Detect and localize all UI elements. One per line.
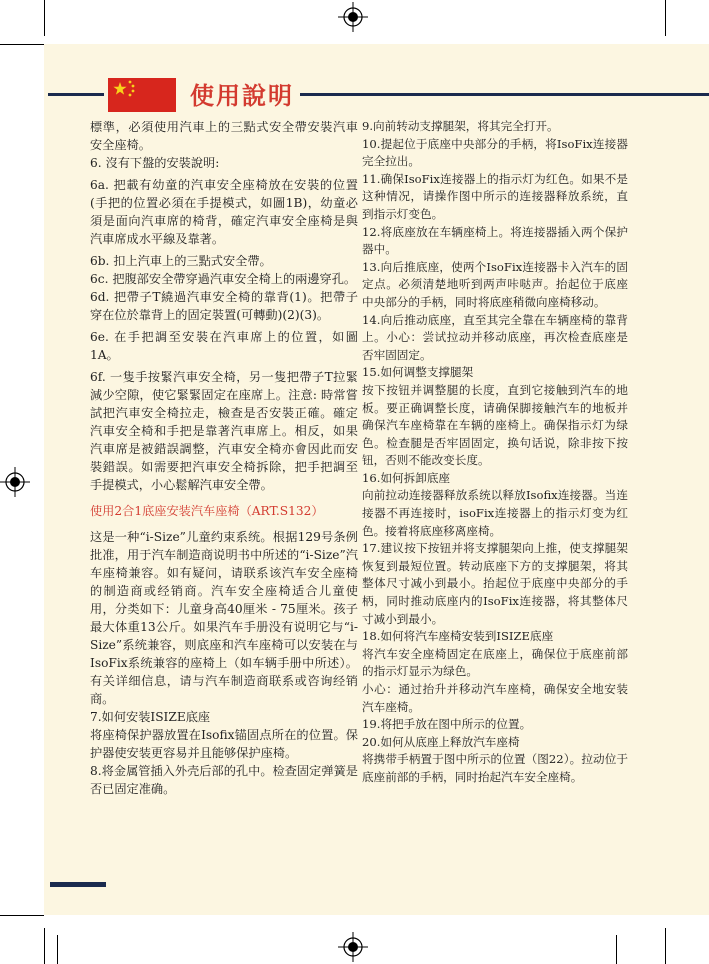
paragraph: 将携带手柄置于图中所示的位置（图22）。拉动位于底座前部的手柄，同时抬起汽车安全座椅。 [362, 752, 628, 784]
paragraph: 11.确保IsoFix连接器上的指示灯为红色。如果不是这种情况，请操作图中所示的连接器释放系统，直到指示灯变色。 [362, 171, 628, 221]
page-title: 使用說明 [190, 82, 294, 110]
crop-mark [665, 0, 666, 36]
paragraph: 20.如何从底座上释放汽车座椅 [362, 734, 520, 749]
footer-bar [50, 882, 106, 887]
paragraph: 9.向前转动支撑腿架，将其完全打开。 [362, 119, 559, 133]
crop-mark [0, 44, 44, 45]
paragraph: 向前拉动连接器释放系统以释放Isofix连接器。当连接器不再连接时，isoFix连接器上的指示灯变为红色。接着将底座移离座椅。 [362, 488, 628, 538]
paragraph: 6a. 把載有幼童的汽車安全座椅放在安裝的位置(手把的位置必須在手提模式，如圖1B)，幼童必須是面向汽車席的椅背，確定汽車安全座椅是與汽車席成水平線及靠著。 [90, 178, 358, 246]
paragraph: 19.将把手放在图中所示的位置。 [362, 717, 532, 732]
registration-mark-icon [0, 467, 30, 497]
paragraph: 7.如何安装ISIZE底座 [90, 710, 211, 724]
paragraph: 16.如何拆卸底座 [362, 470, 451, 485]
paragraph: 小心：通过抬升并移动汽车座椅，确保安全地安装汽车座椅。 [362, 682, 628, 714]
paragraph: 15.如何调整支撑腿架 [362, 365, 474, 380]
paragraph: 6b. 扣上汽車上的三點式安全帶。 [90, 254, 272, 268]
paragraph: 10.提起位于底座中央部分的手柄，将IsoFix连接器完全拉出。 [362, 136, 628, 169]
crop-mark [57, 935, 58, 964]
paragraph: 標準，必須使用汽車上的三點式安全帶安裝汽車安全座椅。 [90, 120, 358, 152]
crop-mark [44, 928, 45, 964]
paragraph: 将座椅保护器放置在Isofix锚固点所在的位置。保护器使安装更容易并且能够保护座椅。 [90, 728, 358, 760]
paragraph: 6. 沒有下盤的安裝說明: [90, 156, 220, 170]
crop-mark [665, 928, 666, 964]
paragraph: 按下按钮并调整腿的长度，直到它接触到汽车的地板。要正确调整长度，请确保脚接触汽车的地板并确保汽车座椅靠在车辆的座椅上。确保指示灯为绿色。检查腿是否牢固固定，换句话说，除非按下按钮，否则不能改变长度。 [362, 382, 628, 468]
crop-mark [616, 935, 617, 964]
paragraph: 6d. 把帶子T繞過汽車安全椅的靠背(1)。把帶子穿在位於靠背上的固定裝置(可轉動)(2)(3)。 [90, 290, 358, 322]
registration-mark-icon [338, 2, 368, 32]
crop-mark [0, 915, 44, 916]
paragraph: 6e. 在手把調至安裝在汽車席上的位置，如圖1A。 [90, 330, 358, 362]
paragraph: 8.将金属管插入外壳后部的孔中。检查固定弹簧是否已固定准确。 [90, 764, 358, 796]
right-text-column [362, 118, 628, 787]
crop-mark [44, 0, 45, 36]
paragraph: 14.向后推动底座，直至其完全靠在车辆座椅的靠背上。小心：尝试拉动并移动底座，再次检查底座是否牢固固定。 [362, 312, 628, 362]
paragraph: 6f. 一隻手按緊汽車安全椅，另一隻把帶子T拉緊減少空隙，使它緊緊固定在座席上。注意: 時常嘗試把汽車安全椅拉走，檢查是否安裝正確。確定汽車安全椅和手把是靠著汽車席上。相反，如果汽車席是被錯誤調整，汽車安全椅亦會因此而安裝錯誤。如需要把汽車安全椅拆除，把手把調至手提模式，小心鬆解汽車安全帶。 [90, 370, 358, 492]
section-heading: 使用2合1底座安装汽车座椅（ART.S132） [90, 504, 324, 518]
china-flag-icon [108, 78, 176, 112]
header-rule-left [48, 93, 104, 96]
paragraph: 这是一种“i-Size”儿童约束系统。根据129号条例批准，用于汽车制造商说明书中所述的“i-Size”汽车座椅兼容。如有疑问，请联系该汽车安全座椅的制造商或经销商。汽车安全座椅适合儿童使用，分类如下：儿童身高40厘米 - 75厘米。孩子最大体重13公斤。如果汽车手册没有说明它与“i-Size”系统兼容，则底座和汽车座椅可以安装在与IsoFix系统兼容的座椅上（如车辆手册中所述）。有关详细信息，请与汽车制造商联系或咨询经销商。 [90, 530, 358, 706]
paragraph: 13.向后推底座，使两个IsoFix连接器卡入汽车的固定点。必须清楚地听到两声咔哒声。抬起位于底座中央部分的手柄，同时将底座稍微向座椅移动。 [362, 259, 628, 309]
registration-mark-icon [338, 932, 368, 962]
paragraph: 18.如何将汽车座椅安装到ISIZE底座 [362, 629, 554, 644]
paragraph: 17.建议按下按钮并将支撑腿架向上推，使支撑腿架恢复到最短位置。转动底座下方的支撑腿架，将其整体尺寸减小到最小。抬起位于底座中央部分的手柄，同时推动底座内的IsoFix连接器，将其整体尺寸减小到最小。 [362, 541, 628, 626]
paragraph: 12.将底座放在车辆座椅上。将连接器插入两个保护器中。 [362, 224, 628, 257]
header-rule-right [300, 93, 709, 96]
left-text-column [90, 118, 358, 798]
paragraph: 6c. 把腹部安全帶穿過汽車安全椅上的兩邊穿孔。 [90, 272, 357, 286]
paragraph: 将汽车安全座椅固定在底座上，确保位于底座前部的指示灯显示为绿色。 [362, 646, 628, 679]
